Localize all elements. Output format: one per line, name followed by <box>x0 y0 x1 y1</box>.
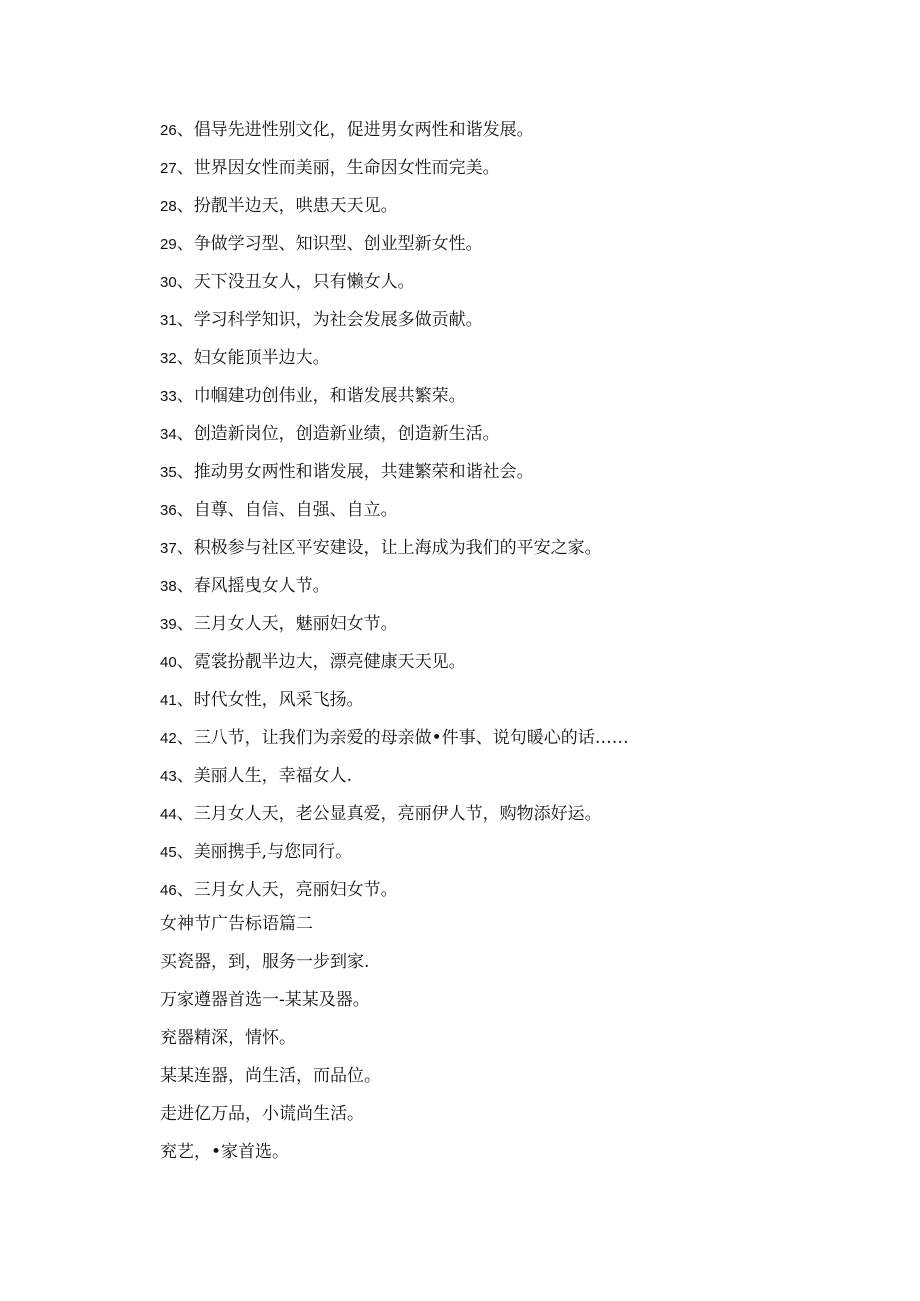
slogan-separator: 、 <box>176 766 194 786</box>
slogan-number: 45 <box>160 844 177 861</box>
slogan-number: 40 <box>160 654 177 671</box>
slogan-number: 29 <box>160 236 177 253</box>
slogan-item <box>160 268 860 306</box>
slogan-number: 31 <box>160 312 177 329</box>
section-line: 万家遵器首选一-某某及器。 <box>160 990 370 1010</box>
slogan-text: 霓裳扮靓半边大，漂亮健康天天见。 <box>193 652 466 672</box>
slogan-text: 天下没丑女人，只有懒女人。 <box>193 272 415 292</box>
slogan-number: 38 <box>160 578 177 595</box>
slogan-text: 时代女性，风采飞扬。 <box>193 690 364 710</box>
slogan-item <box>160 534 860 572</box>
slogan-number: 30 <box>160 274 177 291</box>
slogan-separator: 、 <box>176 462 194 482</box>
slogan-item <box>160 306 860 344</box>
slogan-number: 26 <box>160 122 177 139</box>
slogan-item <box>160 420 860 458</box>
section-line: 买瓷器，到，服务一步到家. <box>160 952 370 972</box>
slogan-item <box>160 496 860 534</box>
slogan-separator: 、 <box>176 500 194 520</box>
slogan-item <box>160 648 860 686</box>
slogan-text: 三月女人天，亮丽妇女节。 <box>193 880 398 900</box>
slogan-number: 39 <box>160 616 177 633</box>
slogan-number: 32 <box>160 350 177 367</box>
slogan-separator: 、 <box>176 690 194 710</box>
slogan-text: 巾帼建功创伟业，和谐发展共繁荣。 <box>193 386 466 406</box>
slogan-item <box>160 572 860 610</box>
slogan-item <box>160 762 860 800</box>
slogan-separator: 、 <box>176 728 194 748</box>
slogan-item <box>160 876 860 914</box>
slogan-separator: 、 <box>176 234 194 254</box>
slogan-number: 33 <box>160 388 177 405</box>
slogan-item <box>160 116 860 154</box>
slogan-separator: 、 <box>176 272 194 292</box>
slogan-item <box>160 686 860 724</box>
slogan-text: 世界因女性而美丽，生命因女性而完美。 <box>193 158 500 178</box>
slogan-number: 37 <box>160 540 177 557</box>
slogan-item <box>160 724 860 762</box>
slogan-text: 美丽人生，幸福女人. <box>193 766 353 786</box>
slogan-item <box>160 838 860 876</box>
slogan-text: 美丽携手,与您同行。 <box>193 842 353 862</box>
section-line: 走进亿万品，小谎尚生活。 <box>160 1104 364 1124</box>
slogan-text: 学习科学知识，为社会发展多做贡献。 <box>193 310 483 330</box>
slogan-separator: 、 <box>176 120 194 140</box>
section-heading: 女神节广告标语篇二 <box>160 914 313 934</box>
slogan-number: 28 <box>160 198 177 215</box>
slogan-separator: 、 <box>176 576 194 596</box>
slogan-separator: 、 <box>176 196 194 216</box>
slogan-number: 35 <box>160 464 177 481</box>
slogan-separator: 、 <box>176 538 194 558</box>
slogan-separator: 、 <box>176 804 194 824</box>
slogan-number: 42 <box>160 730 177 747</box>
slogan-number: 41 <box>160 692 177 709</box>
slogan-item <box>160 230 860 268</box>
slogan-text: 倡导先进性别文化，促进男女两性和谐发展。 <box>193 120 534 140</box>
slogan-number: 27 <box>160 160 177 177</box>
slogan-text: 自尊、自信、自强、自立。 <box>193 500 398 520</box>
slogan-text: 争做学习型、知识型、创业型新女性。 <box>193 234 483 254</box>
slogan-text: 春风摇曳女人节。 <box>193 576 330 596</box>
slogan-item <box>160 800 860 838</box>
slogan-separator: 、 <box>176 348 194 368</box>
slogan-text: 推动男女两性和谐发展，共建繁荣和谐社会。 <box>193 462 534 482</box>
section-block <box>160 910 860 1176</box>
slogan-number: 46 <box>160 882 177 899</box>
slogan-separator: 、 <box>176 842 194 862</box>
slogan-separator: 、 <box>176 158 194 178</box>
section-line: 兖器精深，情怀。 <box>160 1028 296 1048</box>
slogan-separator: 、 <box>176 386 194 406</box>
slogan-separator: 、 <box>176 614 194 634</box>
slogan-item <box>160 458 860 496</box>
slogan-item <box>160 382 860 420</box>
slogan-number: 43 <box>160 768 177 785</box>
slogan-separator: 、 <box>176 652 194 672</box>
slogan-separator: 、 <box>176 424 194 444</box>
slogan-number: 34 <box>160 426 177 443</box>
slogan-text: 创造新岗位，创造新业绩，创造新生活。 <box>193 424 500 444</box>
section-line: 某某连器，尚生活，而品位。 <box>160 1066 381 1086</box>
slogan-text: 三月女人天，魅丽妇女节。 <box>193 614 398 634</box>
slogan-text: 三八节，让我们为亲爱的母亲做•件事、说句暖心的话…… <box>193 728 629 748</box>
slogan-number: 44 <box>160 806 177 823</box>
slogan-separator: 、 <box>176 310 194 330</box>
slogan-text: 妇女能顶半边大。 <box>193 348 330 368</box>
slogan-item <box>160 192 860 230</box>
section-line: 兖艺，•家首选。 <box>160 1142 290 1162</box>
slogan-item <box>160 610 860 648</box>
slogan-text: 扮靓半边天，哄患天天见。 <box>193 196 398 216</box>
slogan-text: 三月女人天，老公显真爱，亮丽伊人节，购物添好运。 <box>193 804 602 824</box>
slogan-number: 36 <box>160 502 177 519</box>
slogan-text: 积极参与社区平安建设，让上海成为我们的平安之家。 <box>193 538 602 558</box>
slogan-separator: 、 <box>176 880 194 900</box>
slogan-list <box>160 116 860 914</box>
slogan-item <box>160 344 860 382</box>
slogan-item <box>160 154 860 192</box>
